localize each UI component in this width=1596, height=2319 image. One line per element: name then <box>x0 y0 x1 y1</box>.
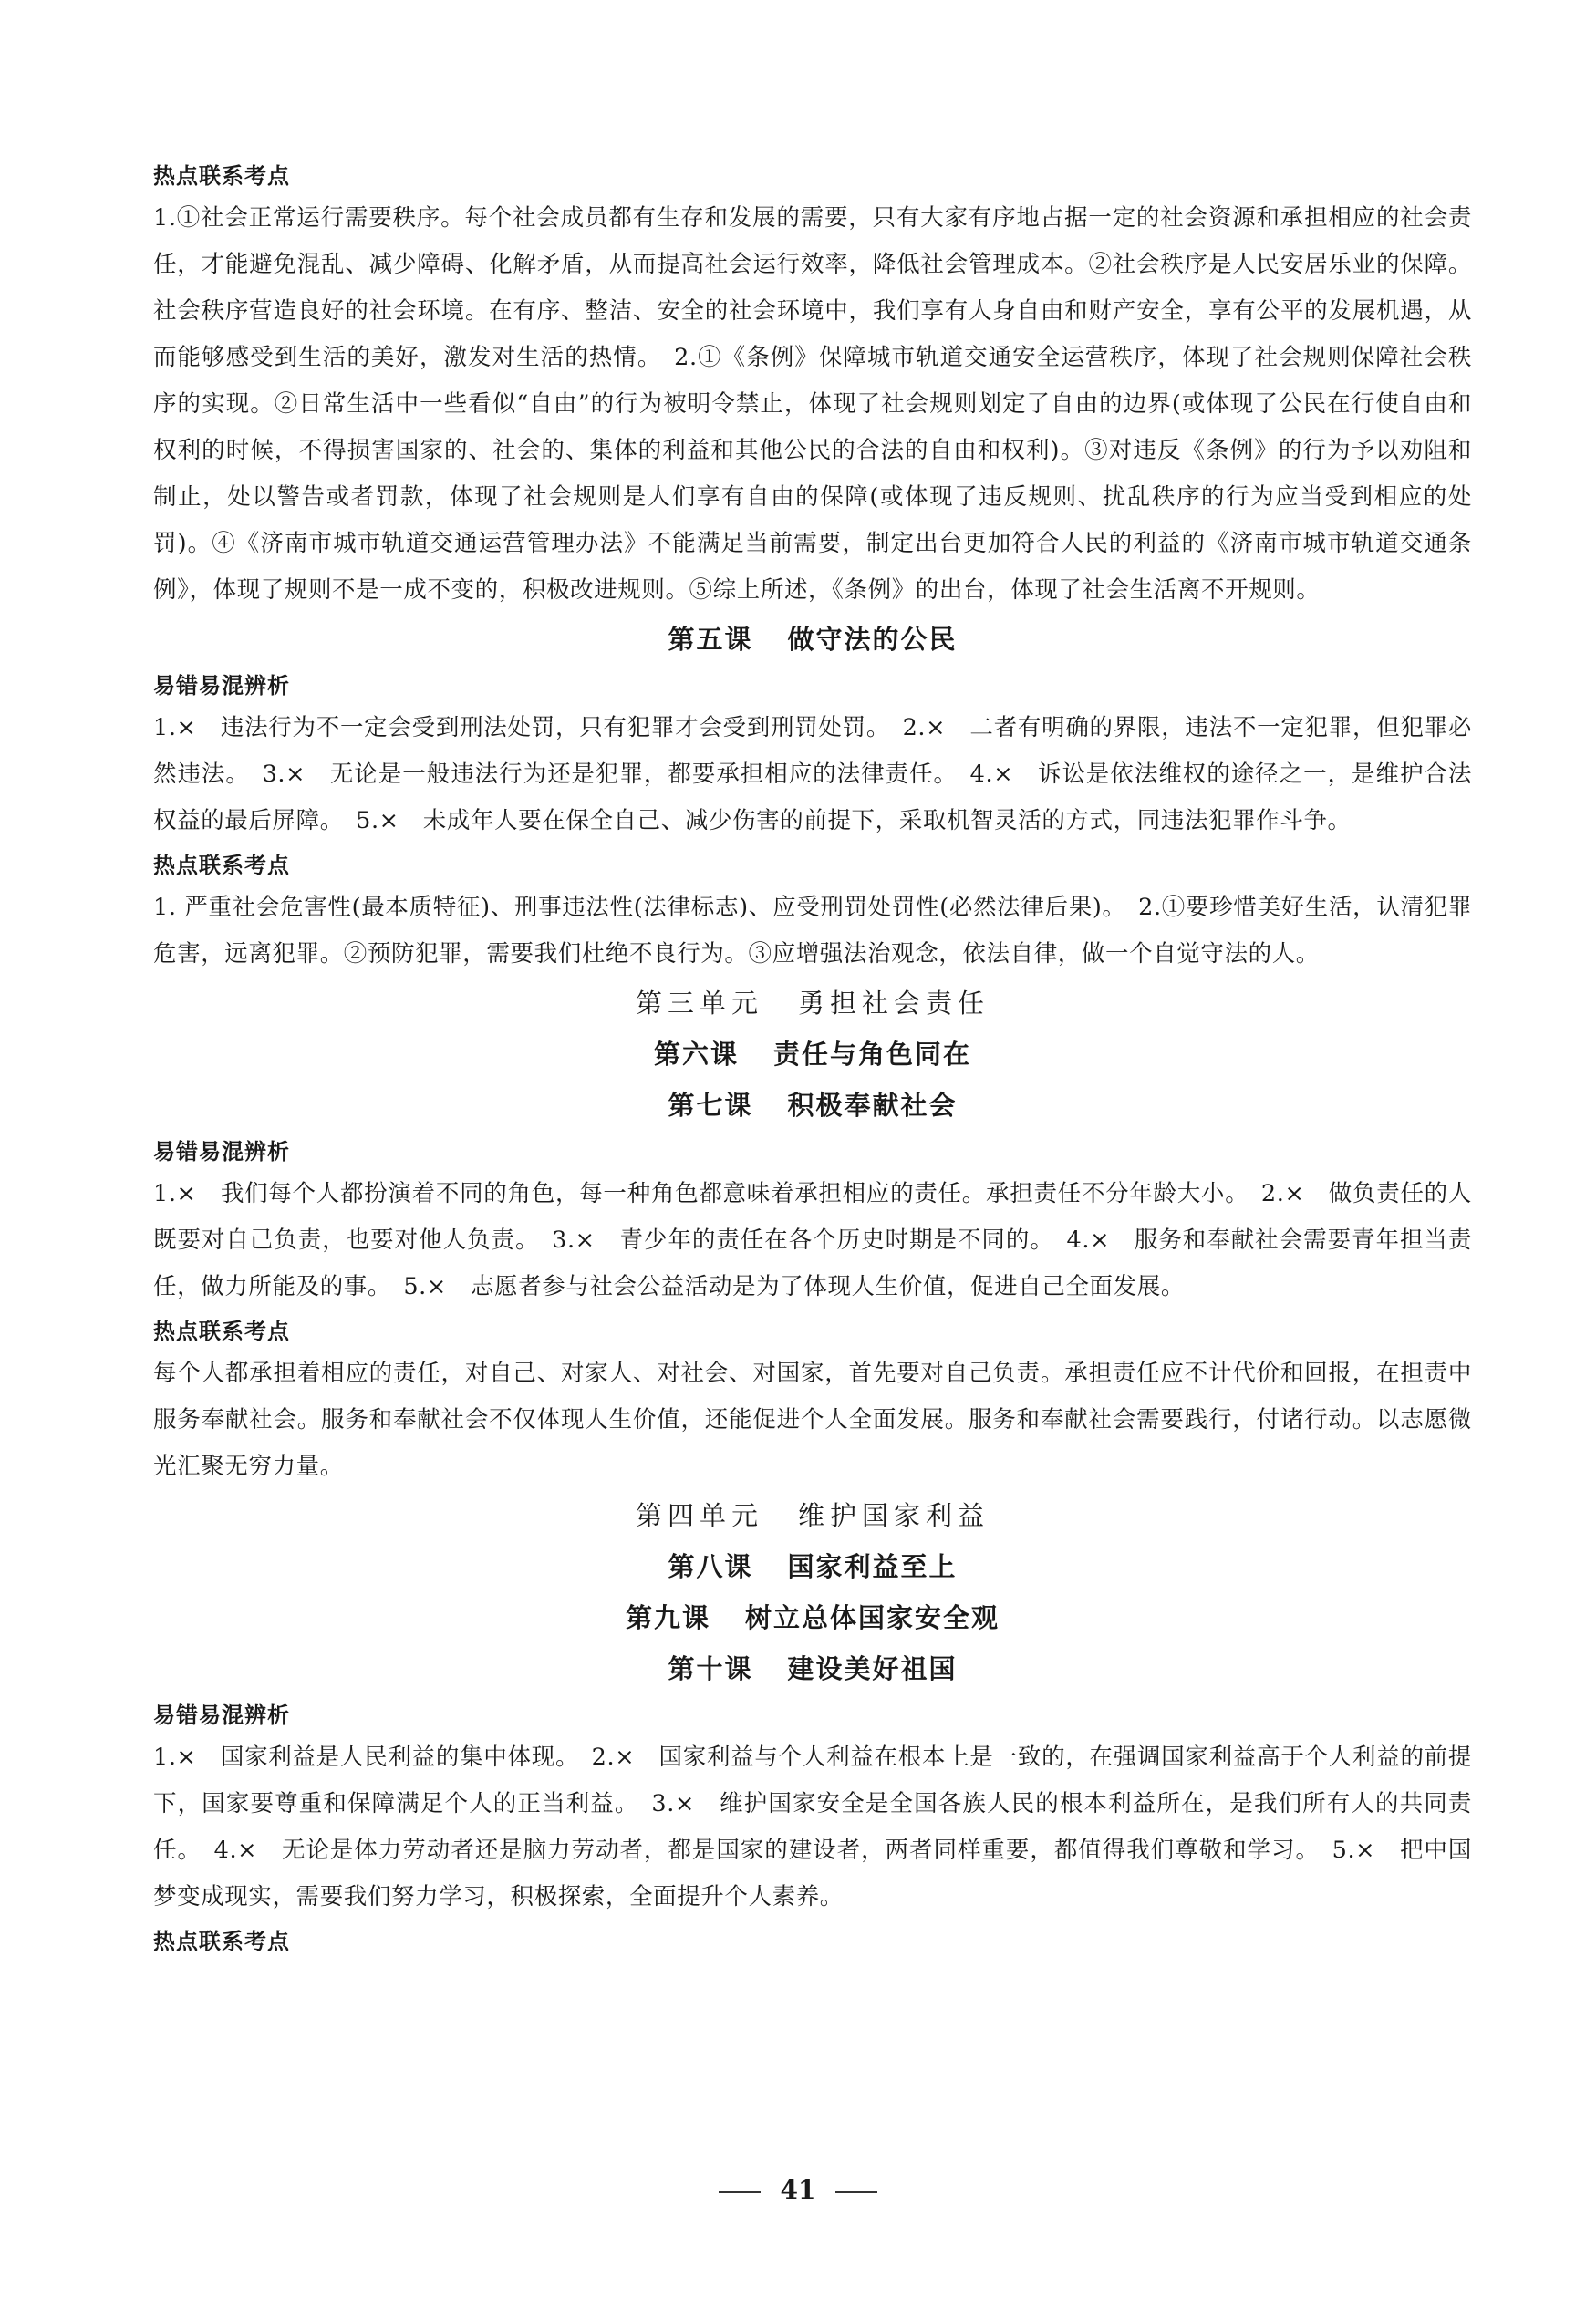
lesson-8-heading <box>153 1541 1472 1592</box>
lesson-8-title: 国家利益至上 <box>787 1551 958 1582</box>
paragraph-lesson-5-hotspot: 1. 严重社会危害性(最本质特征)、刑事违法性(法律标志)、应受刑罚处罚性(必然法律后果)。 2.①要珍惜美好生活，认清犯罪危害，远离犯罪。②预防犯罪，需要我们杜绝不良行为。③应增强法治观念，依法自律，做一个自觉守法的人。 <box>153 894 1472 968</box>
page-number: 41 <box>780 2175 816 2205</box>
unit-4-title: 维护国家利益 <box>798 1500 990 1531</box>
footer-dash-left <box>719 2191 761 2193</box>
lesson-5-number: 第五课 <box>668 624 753 655</box>
paragraph-unit-3-hotspot: 每个人都承担着相应的责任，对自己、对家人、对社会、对国家，首先要对自己负责。承担责任应不计代价和回报，在担责中服务奉献社会。服务和奉献社会不仅体现人生价值，还能促进个人全面发展。服务和奉献社会需要践行，付诸行动。以志愿微光汇聚无穷力量。 <box>153 1360 1472 1480</box>
lesson-7-number: 第七课 <box>668 1090 753 1121</box>
section-label-errors: 易错易混辨析 <box>153 1703 290 1728</box>
unit-4-heading <box>153 1490 1472 1541</box>
unit-3-heading <box>153 978 1472 1029</box>
lesson-6-heading <box>153 1029 1472 1080</box>
page-footer <box>0 2172 1596 2209</box>
page-content <box>153 155 1472 1961</box>
lesson-7-heading <box>153 1080 1472 1131</box>
unit-3-title: 勇担社会责任 <box>798 988 990 1019</box>
section-label-hotspot: 热点联系考点 <box>153 853 290 878</box>
section-label-hotspot: 热点联系考点 <box>153 1929 290 1954</box>
lesson-5-heading <box>153 614 1472 665</box>
lesson-6-number: 第六课 <box>653 1039 739 1070</box>
lesson-10-number: 第十课 <box>668 1653 753 1684</box>
lesson-10-title: 建设美好祖国 <box>787 1653 958 1684</box>
lesson-7-title: 积极奉献社会 <box>787 1090 958 1121</box>
paragraph-unit-3-errors: 1.× 我们每个人都扮演着不同的角色，每一种角色都意味着承担相应的责任。承担责任不分年龄大小。 2.× 做负责任的人既要对自己负责，也要对他人负责。 3.× 青少年的责任在各个历史时期是不同的。 4.× 服务和奉献社会需要青年担当责任，做力所能及的事。 5.× 志愿者参与社会公益活动是为了体现人生价值，促进自己全面发展。 <box>153 1180 1472 1300</box>
footer-dash-right <box>835 2191 877 2193</box>
paragraph-unit-4-errors: 1.× 国家利益是人民利益的集中体现。 2.× 国家利益与个人利益在根本上是一致的，在强调国家利益高于个人利益的前提下，国家要尊重和保障满足个人的正当利益。 3.× 维护国家安全是全国各族人民的根本利益所在，是我们所有人的共同责任。 4.× 无论是体力劳动者还是脑力劳动者，都是国家的建设者，两者同样重要，都值得我们尊敬和学习。 5.× 把中国梦变成现实，需要我们努力学习，积极探索，全面提升个人素养。 <box>153 1744 1472 1910</box>
lesson-9-number: 第九课 <box>625 1602 710 1633</box>
section-label-hotspot: 热点联系考点 <box>153 163 290 189</box>
lesson-9-title: 树立总体国家安全观 <box>745 1602 1000 1633</box>
lesson-6-title: 责任与角色同在 <box>773 1039 972 1070</box>
lesson-9-heading <box>153 1592 1472 1643</box>
lesson-8-number: 第八课 <box>668 1551 753 1582</box>
unit-3-number: 第三单元 <box>635 988 763 1019</box>
paragraph-social-order: 1.①社会正常运行需要秩序。每个社会成员都有生存和发展的需要，只有大家有序地占据一定的社会资源和承担相应的社会责任，才能避免混乱、减少障碍、化解矛盾，从而提高社会运行效率，降低社会管理成本。②社会秩序是人民安居乐业的保障。社会秩序营造良好的社会环境。在有序、整洁、安全的社会环境中，我们享有人身自由和财产安全，享有公平的发展机遇，从而能够感受到生活的美好，激发对生活的热情。 2.①《条例》保障城市轨道交通安全运营秩序，体现了社会规则保障社会秩序的实现。②日常生活中一些看似“自由”的行为被明令禁止，体现了社会规则划定了自由的边界(或体现了公民在行使自由和权利的时候，不得损害国家的、社会的、集体的利益和其他公民的合法的自由和权利)。③对违反《条例》的行为予以劝阻和制止，处以警告或者罚款，体现了社会规则是人们享有自由的保障(或体现了违反规则、扰乱秩序的行为应当受到相应的处罚)。④《济南市城市轨道交通运营管理办法》不能满足当前需要，制定出台更加符合人民的利益的《济南市城市轨道交通条例》，体现了规则不是一成不变的，积极改进规则。⑤综上所述，《条例》的出台，体现了社会生活离不开规则。 <box>153 204 1472 604</box>
unit-4-number: 第四单元 <box>635 1500 763 1531</box>
section-label-hotspot: 热点联系考点 <box>153 1319 290 1344</box>
lesson-10-heading <box>153 1643 1472 1694</box>
paragraph-lesson-5-errors: 1.× 违法行为不一定会受到刑法处罚，只有犯罪才会受到刑罚处罚。 2.× 二者有明确的界限，违法不一定犯罪，但犯罪必然违法。 3.× 无论是一般违法行为还是犯罪，都要承担相应的法律责任。 4.× 诉讼是依法维权的途径之一，是维护合法权益的最后屏障。 5.× 未成年人要在保全自己、减少伤害的前提下，采取机智灵活的方式，同违法犯罪作斗争。 <box>153 714 1472 834</box>
lesson-5-title: 做守法的公民 <box>787 624 958 655</box>
section-label-errors: 易错易混辨析 <box>153 1139 290 1165</box>
section-label-errors: 易错易混辨析 <box>153 673 290 699</box>
